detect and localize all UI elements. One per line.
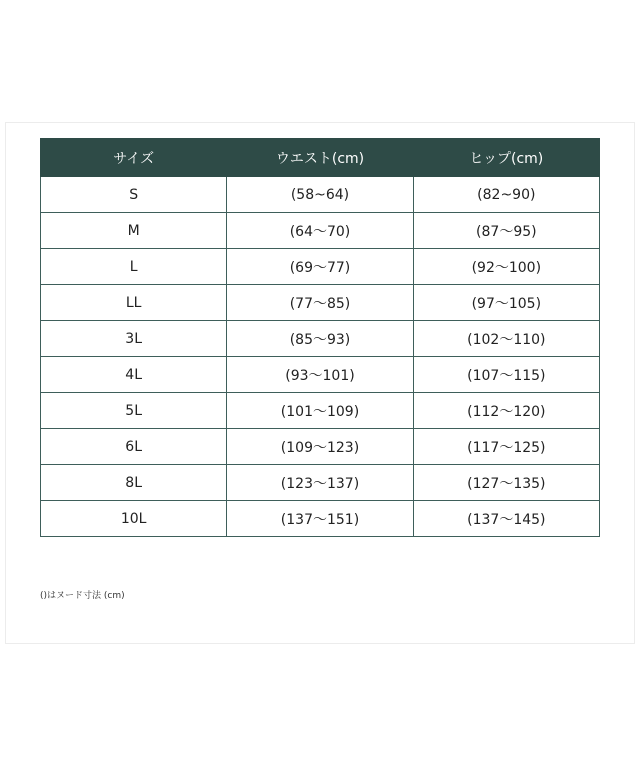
size-cell: 5L xyxy=(41,393,227,429)
header-hip: ヒップ(cm) xyxy=(413,139,599,177)
size-cell: 6L xyxy=(41,429,227,465)
size-chart-table xyxy=(40,138,600,537)
table-row xyxy=(41,501,600,537)
nude-measurement-note: ()はヌード寸法 (cm) xyxy=(40,591,125,601)
waist-cell: (77～85) xyxy=(227,285,413,321)
size-cell: 10L xyxy=(41,501,227,537)
table-row xyxy=(41,249,600,285)
size-chart-header xyxy=(41,139,600,177)
table-row xyxy=(41,357,600,393)
hip-cell: (137～145) xyxy=(413,501,599,537)
waist-cell: (123～137) xyxy=(227,465,413,501)
table-row xyxy=(41,177,600,213)
waist-cell: (109～123) xyxy=(227,429,413,465)
waist-cell: (101～109) xyxy=(227,393,413,429)
header-size: サイズ xyxy=(41,139,227,177)
hip-cell: (127～135) xyxy=(413,465,599,501)
waist-cell: (85～93) xyxy=(227,321,413,357)
waist-cell: (64～70) xyxy=(227,213,413,249)
hip-cell: (92～100) xyxy=(413,249,599,285)
size-cell: S xyxy=(41,177,227,213)
table-row xyxy=(41,393,600,429)
size-cell: L xyxy=(41,249,227,285)
size-cell: 4L xyxy=(41,357,227,393)
hip-cell: (82~90) xyxy=(413,177,599,213)
table-row xyxy=(41,213,600,249)
waist-cell: (58~64) xyxy=(227,177,413,213)
table-row xyxy=(41,285,600,321)
waist-cell: (93～101) xyxy=(227,357,413,393)
header-waist: ウエスト(cm) xyxy=(227,139,413,177)
header-row xyxy=(41,139,600,177)
hip-cell: (102～110) xyxy=(413,321,599,357)
waist-cell: (69～77) xyxy=(227,249,413,285)
hip-cell: (107～115) xyxy=(413,357,599,393)
table-row xyxy=(41,429,600,465)
size-cell: 3L xyxy=(41,321,227,357)
table-row xyxy=(41,321,600,357)
table-row xyxy=(41,465,600,501)
size-cell: LL xyxy=(41,285,227,321)
hip-cell: (87～95) xyxy=(413,213,599,249)
size-chart-body xyxy=(41,177,600,537)
size-cell: 8L xyxy=(41,465,227,501)
hip-cell: (117～125) xyxy=(413,429,599,465)
waist-cell: (137～151) xyxy=(227,501,413,537)
hip-cell: (97～105) xyxy=(413,285,599,321)
size-cell: M xyxy=(41,213,227,249)
hip-cell: (112～120) xyxy=(413,393,599,429)
